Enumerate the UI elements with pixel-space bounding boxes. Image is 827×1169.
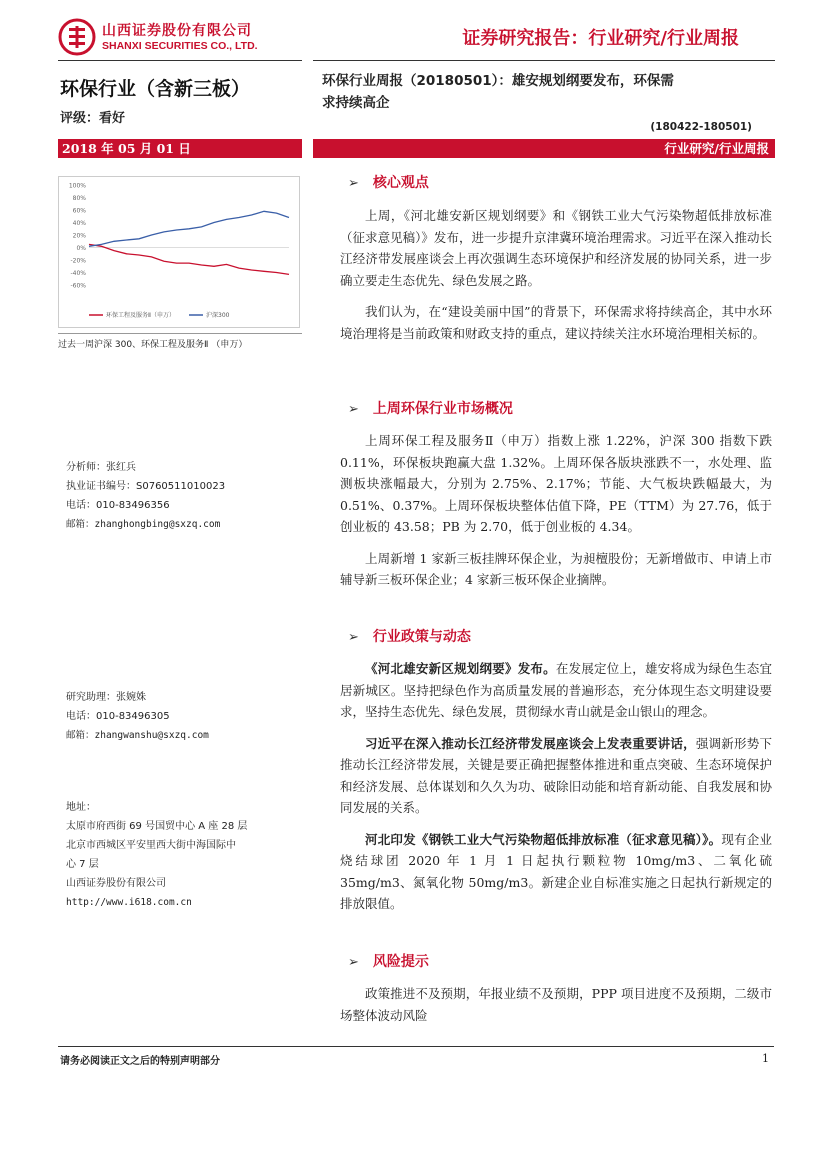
company-name-cn: 山西证券股份有限公司: [102, 23, 252, 39]
y-tick-label: 0%: [76, 245, 86, 252]
chart-caption: 过去一周沪深 300、环保工程及服务Ⅱ （申万）: [58, 333, 302, 350]
report-category: 行业研究/行业周报: [313, 139, 775, 158]
paragraph: 上周，《河北雄安新区规划纲要》和《钢铁工业大气污染物超低排放标准（征求意见稿）》发布，进一步提升京津冀环境治理需求。习近平在深入推动长江经济带发展座谈会上再次强调生态环境保护和经济发展的协同关系，进一步确立要走生态优先、绿色发展之路。: [340, 208, 772, 288]
arrow-icon: ➢: [348, 955, 359, 970]
disclaimer-note: 请务必阅读正文之后的特别声明部分: [60, 1056, 220, 1067]
section-heading-risk: ➢ 风险提示: [348, 954, 429, 970]
report-title-line1: 环保行业周报（20180501）：雄安规划纲要发布，环保需: [322, 73, 674, 89]
y-tick-label: -40%: [70, 270, 86, 277]
section-core-body: [340, 205, 772, 354]
report-type: 证券研究报告：行业研究/行业周报: [462, 28, 739, 49]
report-date: 2018 年 05 月 01 日: [58, 139, 302, 158]
section-heading-market: ➢ 上周环保行业市场概况: [348, 401, 513, 417]
address-company: 山西证券股份有限公司: [66, 878, 166, 889]
y-tick-label: 60%: [72, 207, 86, 215]
company-name-en: SHANXI SECURITIES CO., LTD.: [102, 40, 258, 52]
y-tick-label: -20%: [70, 257, 86, 265]
analyst-cert: 执业证书编号：S0760511010023: [66, 481, 226, 492]
analyst-name: 分析师：张红兵: [66, 462, 136, 473]
address-line3: 心 7 层: [66, 859, 99, 870]
arrow-icon: ➢: [348, 176, 359, 191]
analyst-email[interactable]: 邮箱：zhanghongbing@sxzq.com: [66, 519, 221, 530]
paragraph: 我们认为，在“建设美丽中国”的背景下，环保需求将持续高企，其中水环境治理将是当前政策和财政支持的重点，建议持续关注水环境治理相关标的。: [340, 304, 772, 341]
section-policy-body: [340, 658, 772, 925]
y-tick-label: -60%: [70, 282, 86, 290]
y-tick-label: 20%: [72, 232, 86, 240]
page-number: 1: [762, 1052, 769, 1065]
section-risk-body: [340, 983, 772, 1036]
section-heading-core: ➢ 核心观点: [348, 175, 429, 191]
chart-svg: [59, 177, 299, 327]
paragraph: 政策推进不及预期，年报业绩不及预期，PPP 项目进度不及预期，二级市场整体波动风险: [340, 986, 772, 1023]
company-url[interactable]: http://www.i618.com.cn: [66, 897, 192, 908]
paragraph: 上周新增 1 家新三板挂牌环保企业，为昶檀股份；无新增做市、申请上市辅导新三板环保企业；4 家新三板环保企业摘牌。: [340, 550, 772, 587]
address-line2: 北京市西城区平安里西大街中海国际中: [66, 840, 236, 851]
legend-label: 沪深300: [206, 312, 230, 319]
address-line1: 太原市府西街 69 号国贸中心 A 座 28 层: [66, 821, 248, 832]
section-market-body: [340, 430, 772, 601]
paragraph: 《河北雄安新区规划纲要》发布。在发展定位上，雄安将成为绿色生态宜居新城区。坚持把绿色作为高质量发展的普遍形态，充分体现生态文明建设要求，坚持生态优先、绿色发展，贯彻绿水青山就是金山银山的理念。: [340, 661, 772, 719]
paragraph: 河北印发《钢铁工业大气污染物超低排放标准（征求意见稿）》。现有企业烧结球团 2020 年 1 月 1 日起执行颗粒物 10mg/m3、二氧化硫 35mg/m3、氮氧化物 50mg/m3。新建企业自标准实施之日起执行新规定的排放限值。: [340, 831, 772, 911]
series-line-0: [89, 244, 289, 274]
header-divider-right: [313, 60, 775, 61]
assistant-email[interactable]: 邮箱：zhangwanshu@sxzq.com: [66, 730, 209, 741]
y-tick-label: 80%: [72, 195, 86, 202]
assistant-phone: 电话：010-83496305: [66, 711, 170, 722]
report-period: (180422-180501): [650, 121, 752, 133]
industry-name: 环保行业（含新三板）: [60, 78, 251, 100]
y-tick-label: 40%: [72, 220, 86, 227]
rating: 评级：看好: [60, 111, 126, 126]
report-title: [322, 70, 762, 114]
section-heading-policy: ➢ 行业政策与动态: [348, 629, 471, 645]
address-info: [66, 798, 296, 912]
report-title-line2: 求持续高企: [322, 95, 390, 111]
assistant-info: [66, 688, 296, 745]
address-label: 地址：: [66, 802, 96, 813]
analyst-phone: 电话：010-83496356: [66, 500, 170, 511]
header-divider-left: [58, 60, 302, 61]
performance-chart: [58, 176, 300, 328]
company-logo-icon: [58, 18, 96, 56]
footer-divider: [58, 1046, 774, 1047]
arrow-icon: ➢: [348, 630, 359, 645]
assistant-name: 研究助理：张婉姝: [66, 692, 146, 703]
y-tick-label: 100%: [68, 182, 86, 190]
series-line-1: [89, 211, 289, 246]
arrow-icon: ➢: [348, 402, 359, 417]
paragraph: 习近平在深入推动长江经济带发展座谈会上发表重要讲话，强调新形势下推动长江经济带发展，关键是要正确把握整体推进和重点突破、生态环境保护和经济发展、总体谋划和久久为功、破除旧动能和培育新动能、自我发展和协同发展的关系。: [340, 735, 772, 815]
paragraph: 上周环保工程及服务Ⅱ（申万）指数上涨 1.22%，沪深 300 指数下跌 0.11%，环保板块跑赢大盘 1.32%。上周环保各版块涨跌不一，水处理、监测板块涨幅最大，分别为 2.75%、2.17%；节能、大气板块跌幅最大，为 0.51%、0.37%。上周环保板块整体估值下降，PE（TTM）为 27.76，低于创业板的 43.58；PB 为 2.70，低于创业板的 4.34。: [340, 433, 772, 534]
analyst-info: [66, 458, 296, 534]
legend-label: 环保工程及服务Ⅱ（申万）: [106, 312, 175, 319]
